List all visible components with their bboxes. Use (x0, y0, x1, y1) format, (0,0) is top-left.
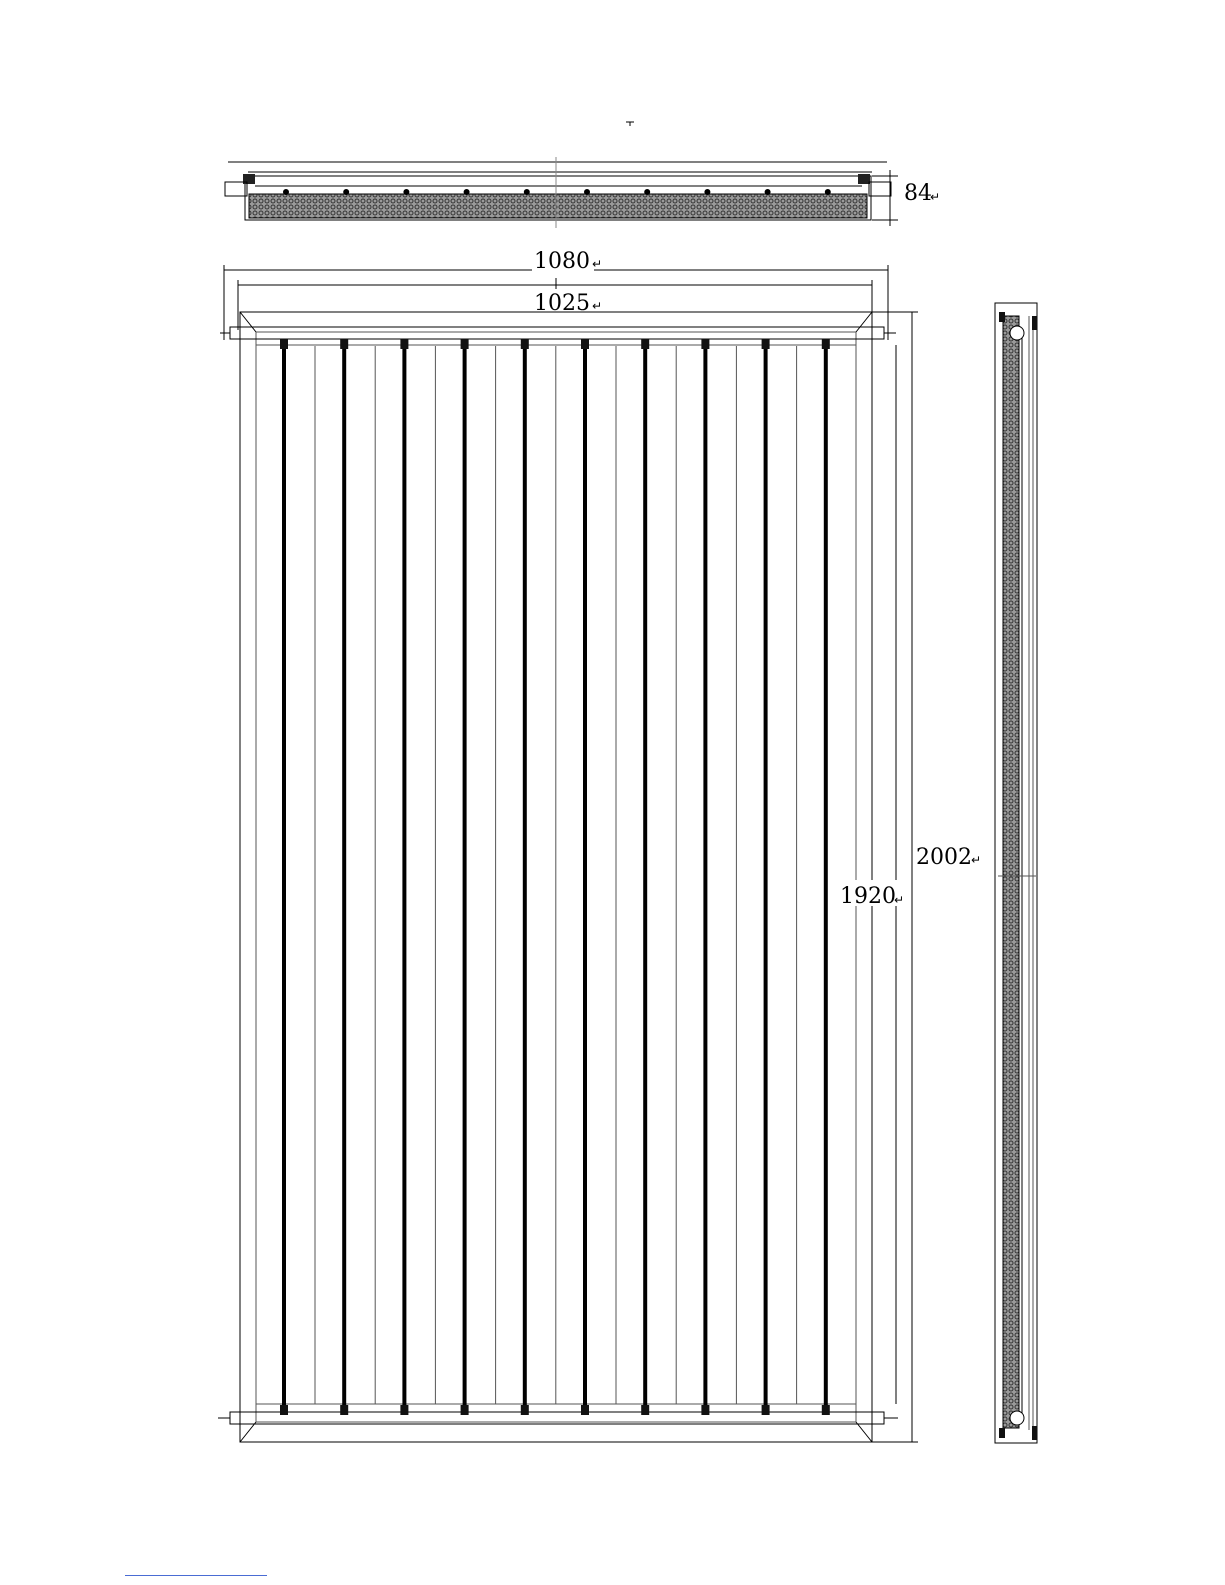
riser-joint (521, 1405, 529, 1415)
header-pipe-left (225, 182, 247, 196)
riser-section-dot (704, 189, 710, 195)
riser-tubes (280, 339, 830, 1415)
footer-rule (125, 1575, 267, 1576)
riser-joint (822, 1405, 830, 1415)
overall-height-label: 2002 (916, 845, 972, 870)
riser-joint (641, 1405, 649, 1415)
width-dimensions (224, 247, 888, 340)
top-tick-mark (626, 122, 634, 126)
riser-joint (280, 339, 288, 349)
front-view (218, 312, 981, 1442)
riser-joint (521, 339, 529, 349)
riser-joint (461, 339, 469, 349)
svg-text:↵: ↵ (930, 190, 941, 204)
side-insulation (1003, 316, 1019, 1428)
riser-joint (581, 339, 589, 349)
riser-joint (340, 339, 348, 349)
overall-width-label: 1080 (534, 249, 590, 274)
section-corner-right (858, 174, 870, 184)
riser-section-dot (343, 189, 349, 195)
riser-section-dot (283, 189, 289, 195)
side-top-header (1010, 326, 1024, 340)
riser-joint (701, 339, 709, 349)
svg-text:↵: ↵ (592, 299, 603, 313)
side-section-view (995, 303, 1037, 1443)
depth-dimension-label: 84 (904, 181, 932, 206)
riser-joint (340, 1405, 348, 1415)
insulation-layer (249, 194, 867, 218)
svg-text:↵: ↵ (894, 893, 905, 907)
riser-joint (400, 339, 408, 349)
riser-joint (701, 1405, 709, 1415)
svg-text:↵: ↵ (971, 853, 982, 867)
riser-section-dot (464, 189, 470, 195)
side-bottom-header (1010, 1411, 1024, 1425)
riser-section-dot (524, 189, 530, 195)
riser-section-dot (644, 189, 650, 195)
absorber-width-label: 1025 (534, 291, 590, 316)
riser-section-dot (765, 189, 771, 195)
header-pipe-right (869, 182, 891, 196)
riser-joint (641, 339, 649, 349)
riser-joint (762, 1405, 770, 1415)
absorber-height-label: 1920 (840, 884, 896, 909)
cross-section-top-view (225, 157, 940, 228)
riser-joint (581, 1405, 589, 1415)
riser-section-dot (825, 189, 831, 195)
riser-section-dot (584, 189, 590, 195)
riser-joint (400, 1405, 408, 1415)
riser-joint (822, 339, 830, 349)
riser-joint (461, 1405, 469, 1415)
riser-joint (280, 1405, 288, 1415)
riser-section-dot (403, 189, 409, 195)
riser-joint (762, 339, 770, 349)
svg-text:↵: ↵ (592, 257, 603, 271)
top-header-pipe (230, 327, 884, 339)
